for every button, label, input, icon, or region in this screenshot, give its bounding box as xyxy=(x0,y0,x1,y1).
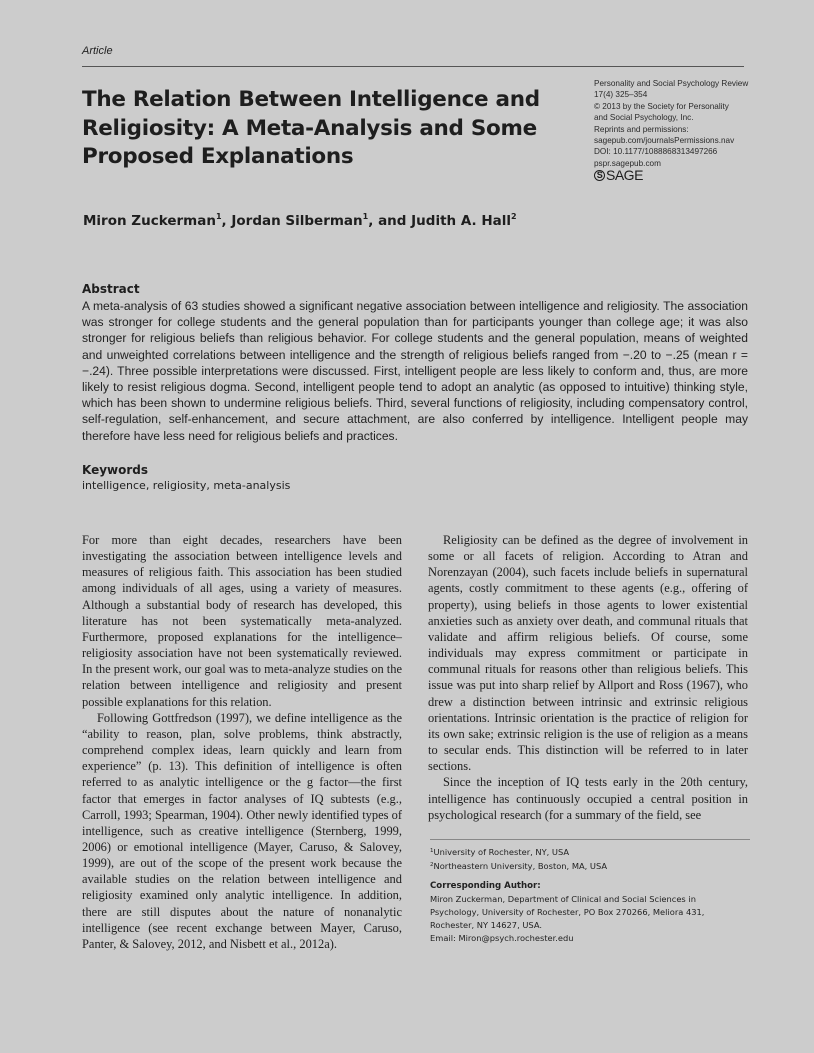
keywords-text: intelligence, religiosity, meta-analysis xyxy=(82,479,291,492)
sage-wordmark: SAGE xyxy=(606,167,643,184)
author-affiliation-mark: 2 xyxy=(511,212,517,221)
footnote-rule xyxy=(430,839,750,840)
journal-link[interactable]: pspr.sagepub.com xyxy=(594,158,661,168)
article-type-label: Article xyxy=(82,45,113,57)
sage-s-icon: S xyxy=(594,170,605,181)
footnotes xyxy=(430,845,760,945)
affiliation-mark: 1 xyxy=(430,848,434,854)
copyright-line-1: © 2013 by the Society for Personality xyxy=(594,101,729,111)
corresponding-email[interactable]: Email: Miron@psych.rochester.edu xyxy=(430,933,574,943)
body-right-column xyxy=(428,532,748,823)
author-affiliation-mark: 1 xyxy=(215,212,222,221)
affiliation-1 xyxy=(430,845,760,859)
header-rule xyxy=(82,66,744,67)
author-name: Jordan Silberman xyxy=(231,213,363,229)
doi[interactable]: DOI: 10.1177/1088868313497266 xyxy=(594,147,718,157)
body-paragraph: For more than eight decades, researchers have been investigating the association between intelligence levels and measures of religious faith. This association has been studied among individuals of all ages, using a variety of measures. Although a substantial body of research has developed, this literature has not been systematically meta-analyzed. Furthermore, proposed explanations for the intelligence–religiosity association have not been systematically reviewed. In the present work, our goal was to meta-analyze studies on the relation between intelligence and religiosity and present possible explanations for this relation. xyxy=(82,533,402,709)
sage-logo xyxy=(594,167,814,184)
paper-title: The Relation Between Intelligence and Religiosity: A Meta-Analysis and Some Proposed Explanations xyxy=(82,87,540,169)
journal-name: Personality and Social Psychology Review xyxy=(594,79,749,88)
affiliation-mark: 2 xyxy=(430,862,434,868)
body-paragraph: Religiosity can be defined as the degree of involvement in some or all facets of religion. According to Atran and Norenzayan (2004), such facets include beliefs in supernatural agents, costly commitment to these agents (e.g., offering of property), using beliefs in those agents to lower existential anxieties such as anxiety over death, and communal rituals that validate and affirm religious beliefs. Of course, some individuals may express commitment or participate in communal rituals for reasons other than religious beliefs. This issue was put into sharp relief by Allport and Ross (1967), who drew a distinction between intrinsic and extrinsic religious orientations. Intrinsic orientation is the practice of religion for its own sake; extrinsic religion is the use of religion as a means to secular ends. This distinction will be referred to in later sections. xyxy=(428,533,748,774)
author-list xyxy=(83,212,517,229)
author-separator: , and xyxy=(368,213,412,229)
corresponding-line: Rochester, NY 14627, USA. xyxy=(430,920,542,930)
volume-pages: 17(4) 325–354 xyxy=(594,90,648,100)
author-separator: , xyxy=(221,213,232,229)
permissions-link[interactable]: sagepub.com/journalsPermissions.nav xyxy=(594,136,735,146)
keywords-heading: Keywords xyxy=(82,463,149,477)
body-left-column xyxy=(82,532,402,952)
reprints-label: Reprints and permissions: xyxy=(594,124,689,134)
copyright-line-2: and Social Psychology, Inc. xyxy=(594,113,694,123)
author-name: Judith A. Hall xyxy=(411,213,512,229)
body-paragraph: Following Gottfredson (1997), we define intelligence as the “ability to reason, plan, solve problems, think abstractly, comprehend complex ideas, learn quickly and learn from experience” (p. 13). This definition of intelligence is often referred to as analytic intelligence or the g factor—the first factor that emerges in factor analyses of IQ subtests (e.g., Carroll, 1993; Spearman, 1904). Other newly identified types of intelligence, such as creative intelligence (Sternberg, 1999, 2006) or emotional intelligence (Mayer, Caruso, & Salovey, 1999), are out of the scope of the present work because the available studies on the relation between intelligence and religiosity examined only analytic intelligence. In addition, there are still disputes about the nature of nonanalytic intelligence (see recent exchange between Mayer, Caruso, Panter, & Salovey, 2012, and Nisbett et al., 2012a). xyxy=(82,710,402,951)
abstract-text: A meta-analysis of 63 studies showed a significant negative association between intelligence and religiosity. The association was stronger for college students and the general population than for participants younger than college age; it was also stronger for religious beliefs than religious behavior. For college students and the general population, means of weighted and unweighted correlations between intelligence and the strength of religious beliefs ranged from −.20 to −.25 (mean r = −.24). Three possible interpretations were discussed. First, intelligent people are less likely to conform and, thus, are more likely to resist religious dogma. Second, intelligent people tend to adopt an analytic (as opposed to intuitive) thinking style, which has been shown to undermine religious beliefs. Third, several functions of religiosity, including compensatory control, self-regulation, self-enhancement, and secure attachment, are also conferred by intelligence. Intelligent people may therefore have less need for religious beliefs and practices. xyxy=(82,299,748,443)
author-name: Miron Zuckerman xyxy=(83,213,216,229)
corresponding-author-heading: Corresponding Author: xyxy=(430,881,541,891)
affiliation-text: University of Rochester, NY, USA xyxy=(433,847,570,857)
corresponding-line: Miron Zuckerman, Department of Clinical and Social Sciences in xyxy=(430,894,696,904)
journal-meta xyxy=(594,78,814,182)
affiliation-text: Northeastern University, Boston, MA, USA xyxy=(433,861,608,871)
body-paragraph: Since the inception of IQ tests early in the 20th century, intelligence has continuously occupied a central position in psychological research (for a summary of the field, see xyxy=(428,775,748,822)
corresponding-line: Psychology, University of Rochester, PO Box 270266, Meliora 431, xyxy=(430,907,705,917)
affiliation-2 xyxy=(430,859,760,873)
author-affiliation-mark: 1 xyxy=(362,212,369,221)
abstract-heading: Abstract xyxy=(82,282,140,296)
